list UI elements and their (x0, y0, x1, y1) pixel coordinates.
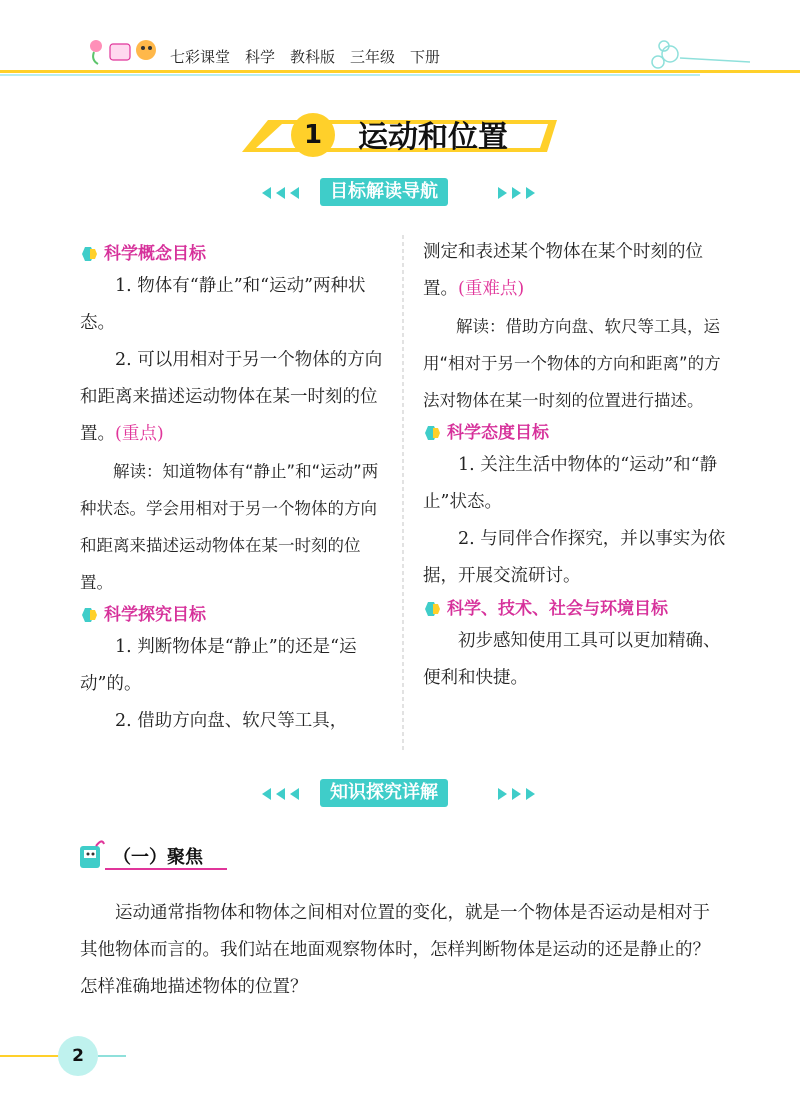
lesson-title: 运动和位置 (358, 120, 508, 155)
concept-item-2: 2. 可以用相对于另一个物体的方向和距离来描述运动物体在某一时刻的位置。(重点) (80, 350, 383, 444)
book-mascot-icon (76, 838, 106, 872)
hexagon-bullet-icon (423, 601, 441, 617)
key-point-tag: (重点) (115, 424, 164, 444)
inquiry-item-2-start: 2. 借助方向盘、软尺等工具， (115, 711, 348, 731)
section-heading-sts: 科学、技术、社会与环境目标 (423, 595, 726, 623)
footer-rule-right (98, 1055, 126, 1057)
cartoon-logo-icon (88, 36, 160, 66)
key-difficulty-tag: (重难点) (458, 279, 525, 299)
section-banner-goals (260, 178, 540, 208)
inquiry-item-2-continued: 测定和表述某个物体在某个时刻的位置。(重难点) (423, 242, 703, 299)
hexagon-bullet-icon (80, 246, 98, 262)
section-banner-knowledge (260, 779, 540, 809)
section-heading-attitude: 科学态度目标 (423, 419, 726, 447)
banner-label: 知识探究详解 (320, 779, 448, 807)
hexagon-bullet-icon (423, 425, 441, 441)
concept-item-1: 1. 物体有“静止”和“运动”两种状态。 (80, 276, 366, 333)
footer-rule-left (0, 1055, 64, 1057)
left-column (80, 240, 385, 740)
header-rule-secondary (0, 74, 700, 76)
lesson-number: 1 (291, 113, 335, 157)
column-divider (400, 235, 406, 750)
right-column (423, 234, 726, 697)
concept-note: 解读：知道物体有“静止”和“运动”两种状态。学会用相对于另一个物体的方向和距离来描述运动物体在某一时刻的位置。 (80, 462, 379, 592)
page-number: 2 (72, 1046, 84, 1066)
focus-section-title: （一）聚焦 (113, 847, 203, 868)
header-rule (0, 70, 800, 73)
focus-underline (105, 868, 227, 870)
focus-body-text: 运动通常指物体和物体之间相对位置的变化，就是一个物体是否运动是相对于其他物体而言的。我们站在地面观察物体时，怎样判断物体是运动的还是静止的？怎样准确地描述物体的位置？ (80, 903, 710, 997)
attitude-item-1: 1. 关注生活中物体的“运动”和“静止”状态。 (423, 455, 718, 512)
banner-label: 目标解读导航 (320, 178, 448, 206)
attitude-item-2: 2. 与同伴合作探究，并以事实为依据，开展交流研讨。 (423, 529, 726, 586)
sts-text: 初步感知使用工具可以更加精确、便利和快捷。 (423, 631, 721, 688)
inquiry-note: 解读：借助方向盘、软尺等工具，运用“相对于另一个物体的方向和距离”的方法对物体在某一时刻的位置进行描述。 (423, 317, 721, 410)
bubble-decoration-icon (640, 32, 760, 72)
section-heading-concept: 科学概念目标 (80, 240, 385, 268)
inquiry-item-1: 1. 判断物体是“静止”的还是“运动”的。 (80, 637, 357, 694)
header-series-text: 七彩课堂 科学 教科版 三年级 下册 (170, 48, 441, 66)
section-heading-inquiry: 科学探究目标 (80, 601, 385, 629)
hexagon-bullet-icon (80, 607, 98, 623)
